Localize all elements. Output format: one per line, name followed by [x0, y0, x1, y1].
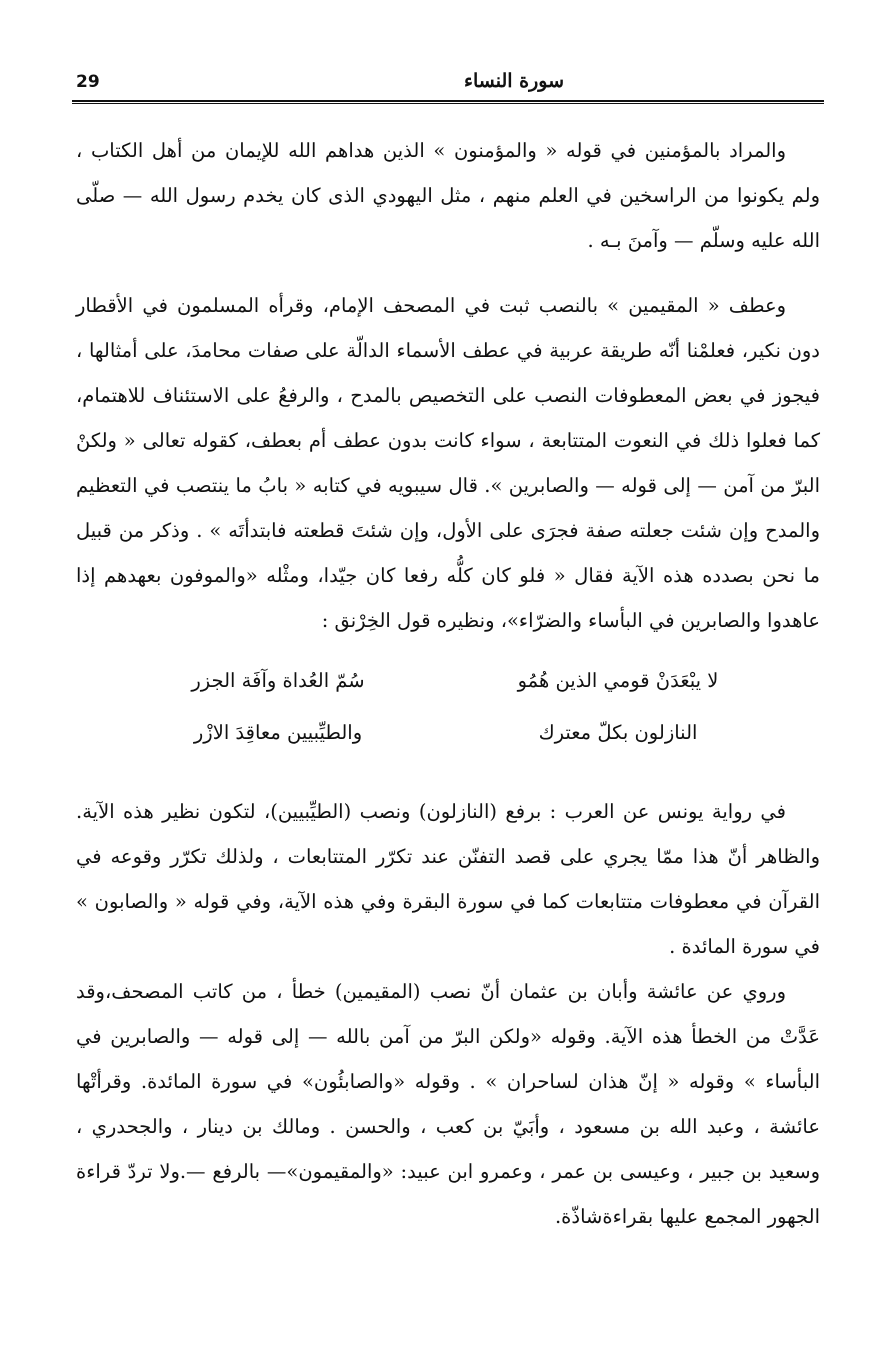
- poem-verse: [76, 655, 820, 707]
- page-header: [72, 70, 824, 100]
- chapter-title: سورة النساء: [464, 70, 564, 92]
- paragraph: وروي عن عائشة وأبان بن عثمان أنّ نصب (المقيمين) خطأ ، من كاتب المصحف،وقد عَدَّتْ من الخطأ هذه الآية. وقوله «ولكن البرّ من آمن بالله — إلى قوله — والصابرين في البأساء » وقوله « إنّ هذان لساحران » . وقوله «والصابئُون» في سورة المائدة. وقرأتْها عائشة ، وعبد الله بن مسعود ، وأبَيّ بن كعب ، والحسن . ومالك بن دينار ، والجحدري ، وسعيد بن جبير ، وعيسى بن عمر ، وعمرو ابن عبيد: «والمقيمون»— بالرفع —.ولا تردّ قراءة الجهور المجمع عليها بقراءةشاذّة.: [76, 980, 820, 1228]
- paragraph: والمراد بالمؤمنين في قوله « والمؤمنون » الذين هداهم الله للإيمان من أهل الكتاب ، ولم يكونوا من الراسخين في العلم منهم ، مثل اليهودي الذى كان يخدم رسول الله — صلّى الله عليه وسلّم — وآمنَ بـه .: [76, 139, 820, 252]
- poem-verse: [76, 707, 820, 759]
- paragraph: في رواية يونس عن العرب : برفع (النازلون) ونصب (الطيِّبيين)، لتكون نظير هذه الآية. والظاهر أنّ هذا ممّا يجري على قصد التفنّن عند تكرّر المتتابعات ، ولذلك تكرّر وقوعه في القرآن في معطوفات متتابعات كما في سورة البقرة وفي هذه الآية، وفي قوله « والصابون » في سورة المائدة .: [76, 800, 820, 958]
- header-divider: [72, 100, 824, 104]
- page-body: [76, 128, 820, 1239]
- verse-second-hemistich: سُمّ العُداة وآفَة الجزر: [191, 669, 365, 692]
- poem-verses: [76, 655, 820, 759]
- verse-first-hemistich: النازلون بكلّ معترك: [538, 721, 698, 744]
- verse-second-hemistich: والطيِّبيين معاقِدَ الازْر: [193, 721, 363, 744]
- paragraph: وعطف « المقيمين » بالنصب ثبت في المصحف الإمام، وقرأه المسلمون في الأقطار دون نكير، فعلمْنا أنّه طريقة عربية في عطف الأسماء الدالّة على صفات محامدَ، على أمثالها ، فيجوز في بعض المعطوفات النصب على التخصيص بالمدح ، والرفعُ على الاستئناف للاهتمام، كما فعلوا ذلك في النعوت المتتابعة ، سواء كانت بدون عطف أم بعطف، كقوله تعالى « ولكنْ البرّ من آمن — إلى قوله — والصابرين ». قال سيبويه في كتابه « بابُ ما ينتصب في التعظيم والمدح وإن شئت جعلته صفة فجرَى على الأول، وإن شئتَ قطعته فابتدأتَه » . وذكر من قبيل ما نحن بصدده هذه الآية فقال « فلو كان كلُّه رفعا كان جيّدا، ومثْله «والموفون بعهدهم إذا عاهدوا والصابرين في البأساء والضرّاء»، ونظيره قول الخِرْنق :: [76, 294, 820, 632]
- verse-first-hemistich: لا يبْعَدَنْ قومي الذين هُمُو: [517, 669, 719, 692]
- page-number: 29: [76, 72, 100, 92]
